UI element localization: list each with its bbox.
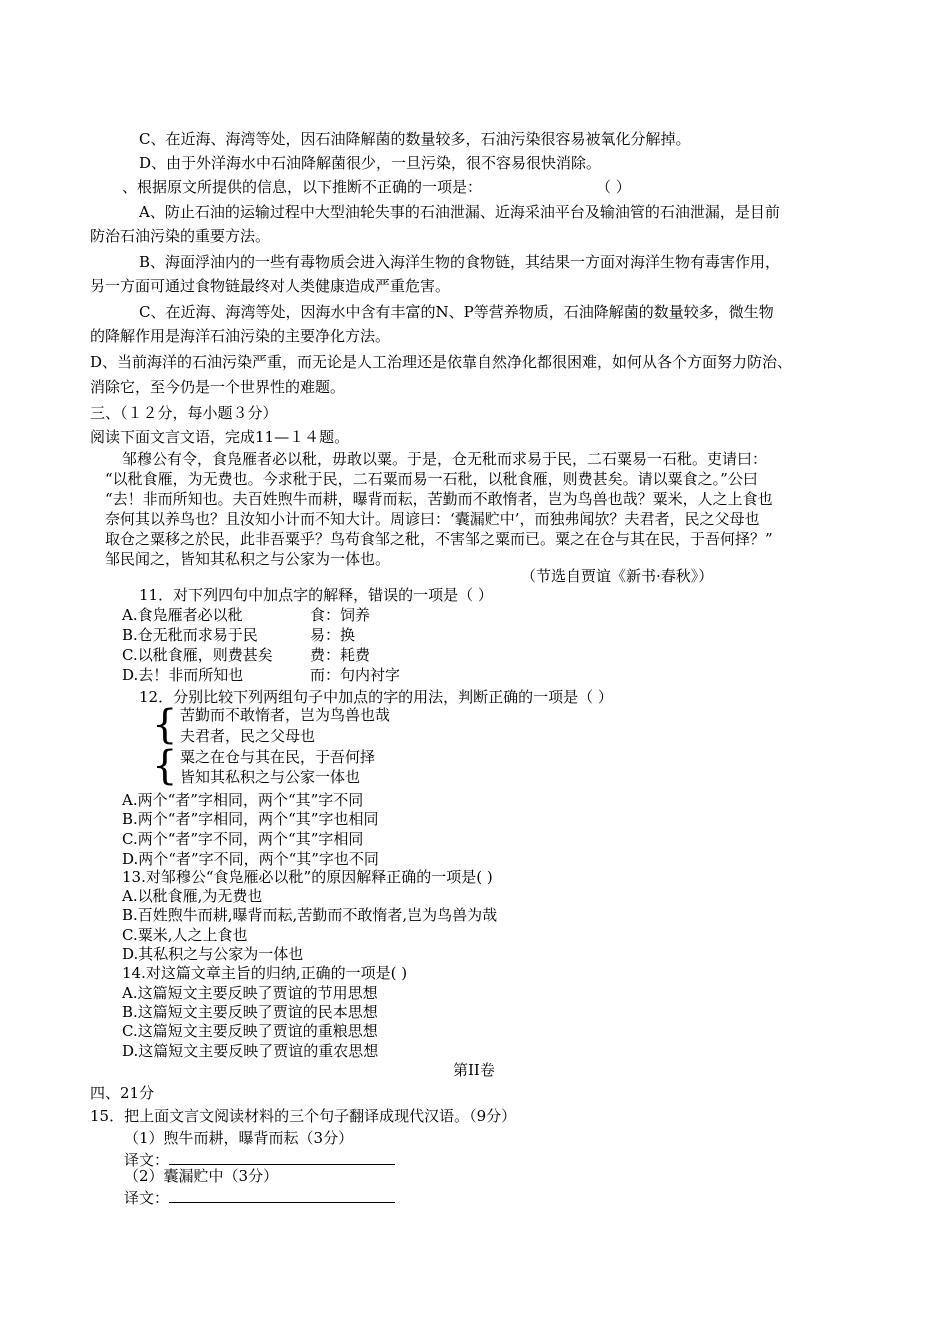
q12-option: A.两个“者”字相同，两个“其”字不同	[122, 791, 364, 809]
q11-option-b: B.仓无秕而求易于民	[122, 626, 258, 644]
q13-option: C.粟米,人之上食也	[122, 926, 248, 944]
passage-line: 邹民闻之，皆知其私积之与公家为一体也。	[105, 550, 391, 568]
inference-option-c-line1: C、在近海、海湾等处，因海水中含有丰富的N、P等营养物质，石油降解菌的数量较多，微生物	[139, 303, 774, 321]
q11-option-d-gloss: 而：句内衬字	[310, 666, 401, 684]
q13-option: B.百姓煦牛而耕,曝背而耘,苦勤而不敢惰者,岂为鸟兽为哉	[122, 906, 498, 924]
section4-heading: 四、21分	[90, 1084, 155, 1102]
passage-line: 邹穆公有令，食凫雁者必以秕，毋敢以粟。于是，仓无秕而求易于民，二石粟易一石秕。吏请曰：	[122, 450, 768, 468]
q15-item-prompt: （2）囊漏贮中（3分）	[124, 1167, 279, 1185]
q15-stem: 15．把上面文言文阅读材料的三个句子翻译成现代汉语。（9分）	[90, 1107, 517, 1125]
passage-line: “去！非而所知也。夫百姓煦牛而耕，曝背而耘，苦勤而不敢惰者，岂为鸟兽也哉？粟米，人之上食也	[105, 490, 773, 508]
left-brace: {	[152, 702, 178, 748]
q14-option: C.这篇短文主要反映了贾谊的重粮思想	[122, 1022, 378, 1040]
q13-option: D.其私积之与公家为一体也	[122, 945, 304, 963]
inference-option-a-line2: 防治石油污染的重要方法。	[90, 227, 271, 245]
inference-option-c-line2: 的降解作用是海洋石油污染的主要净化方法。	[90, 327, 391, 345]
q11-option-a-gloss: 食：饲养	[310, 606, 371, 624]
inference-option-d-line1: D、当前海洋的石油污染严重，而无论是人工治理还是依靠自然净化都很困难，如何从各个方面努力防治、	[90, 353, 793, 371]
passage-line: 取仓之粟移之於民，此非吾粟乎？鸟苟食邹之秕，不害邹之粟而已。粟之在仓与其在民，于吾何择？”	[105, 530, 773, 548]
q15-item-prompt: （1）煦牛而耕，曝背而耘（3分）	[124, 1129, 354, 1147]
q12-option: C.两个“者”字不同，两个“其”字相同	[122, 830, 364, 848]
answer-blank[interactable]	[169, 1188, 395, 1203]
inference-question-stem: 、根据原文所提供的信息，以下推断不正确的一项是：	[122, 178, 483, 196]
q14-option: D.这篇短文主要反映了贾谊的重农思想	[122, 1042, 379, 1060]
q14-stem: 14.对这篇文章主旨的归纳,正确的一项是( )	[122, 964, 408, 982]
inference-option-d-line2: 消除它，至今仍是一个世界性的难题。	[90, 378, 346, 396]
q11-option-c: C.以秕食雁，则费甚矣	[122, 646, 273, 664]
left-brace: {	[152, 743, 178, 789]
q11-stem: 11．对下列四句中加点字的解释，错误的一项是（ ）	[139, 586, 493, 604]
translation-row	[124, 1188, 395, 1208]
q13-option: A.以秕食雁,为无费也	[122, 887, 263, 905]
q10-option-c: C、在近海、海湾等处，因石油降解菌的数量较多，石油污染很容易被氧化分解掉。	[139, 130, 691, 148]
q12-group1-sentence: 夫君者，民之父母也	[180, 727, 316, 745]
inference-option-b-line1: B、海面浮油内的一些有毒物质会进入海洋生物的食物链，其结果一方面对海洋生物有毒害作用，	[139, 253, 781, 271]
q12-group2-sentence: 皆知其私积之与公家一体也	[180, 768, 361, 786]
passage-line: 奈何其以养鸟也？且汝知小计而不知大计。周谚曰：‘囊漏贮中’，而独弗闻欤？夫君者，民之父母也	[105, 510, 760, 528]
q14-option: B.这篇短文主要反映了贾谊的民本思想	[122, 1003, 378, 1021]
q12-group1-sentence: 苦勤而不敢惰者，岂为鸟兽也哉	[180, 706, 391, 724]
translation-label: 译文：	[124, 1189, 170, 1207]
q10-option-d: D、由于外洋海水中石油降解菌很少，一旦污染，很不容易很快消除。	[139, 154, 602, 172]
q11-option-c-gloss: 费：耗费	[310, 646, 371, 664]
q12-option: B.两个“者”字相同，两个“其”字也相同	[122, 810, 379, 828]
q12-group2-sentence: 粟之在仓与其在民，于吾何择	[180, 748, 376, 766]
translation-label: 译文：	[124, 1151, 170, 1169]
answer-blank[interactable]	[169, 1150, 395, 1165]
q12-stem: 12．分别比较下列两组句子中加点的字的用法，判断正确的一项是（ ）	[139, 688, 613, 706]
q14-option: A.这篇短文主要反映了贾谊的节用思想	[122, 984, 378, 1002]
q13-stem: 13.对邹穆公“食凫雁必以秕”的原因解释正确的一项是( )	[122, 868, 493, 886]
q12-option: D.两个“者”字不同，两个“其”字也不同	[122, 850, 379, 868]
answer-paren: （ ）	[596, 178, 631, 196]
passage-line: “以秕食雁，为无费也。今求秕于民，二石粟而易一石秕，以秕食雁，则费甚矣。请以粟食之。”公曰	[105, 470, 758, 488]
inference-option-b-line2: 另一方面可通过食物链最终对人类健康造成严重危害。	[90, 277, 451, 295]
part2-title: 第II卷	[453, 1061, 495, 1079]
passage-source: （节选自贾谊《新书·春秋》）	[521, 567, 714, 585]
section3-heading: 三、（１２分，每小题３分）	[90, 404, 278, 422]
section3-instruction: 阅读下面文言文语，完成11—１４题。	[90, 428, 350, 446]
q11-option-a: A.食凫雁者必以秕	[122, 606, 243, 624]
q11-option-b-gloss: 易：换	[310, 626, 356, 644]
inference-option-a-line1: A、防止石油的运输过程中大型油轮失事的石油泄漏、近海采油平台及输油管的石油泄漏，是目前	[139, 203, 780, 221]
q11-option-d: D.去！非而所知也	[122, 666, 244, 684]
